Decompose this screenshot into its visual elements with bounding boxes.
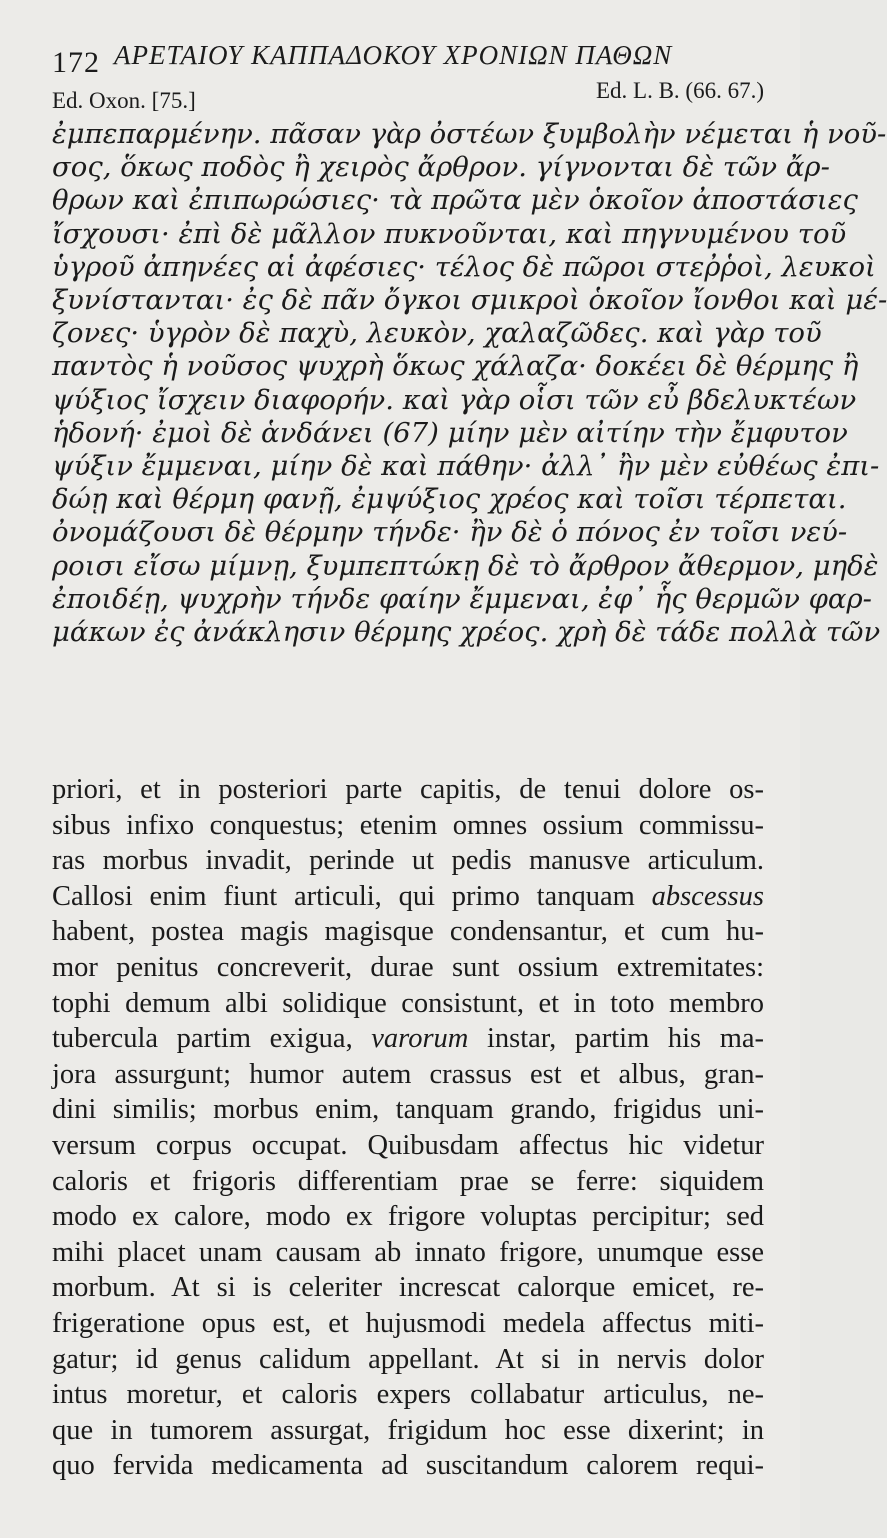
greek-line: ξυνίστανται· ἐς δὲ πᾶν ὄγκοι σμικροὶ ὁκοῖον ἴονθοι καὶ μέ- [52,284,887,317]
latin-line-text: Callosi enim fiunt articuli, qui primo tanquam [52,880,652,912]
latin-line: modo ex calore, modo ex frigore voluptas percipitur; sed [52,1201,764,1233]
latin-line: jora assurgunt; humor autem crassus est et albus, gran- [52,1058,764,1090]
latin-translation-block [52,772,764,1484]
page-number: 172 [52,46,100,79]
greek-text-block [52,118,887,649]
greek-line: ἴσχουσι· ἐπὶ δὲ μᾶλλον πυκνοῦνται, καὶ πηγνυμένου τοῦ [52,217,847,250]
edition-reference-line [52,78,764,122]
greek-line: ψύξιν ἔμμεναι, μίην δὲ καὶ πάθην· ἀλλ᾽ ἢν μὲν εὐθέως ἐπι- [52,450,880,483]
latin-line-with-italic [52,879,764,915]
greek-line: ψύξιος ἴσχειν διαφορήν. καὶ γὰρ οἷσι τῶν εὖ βδελυκτέων [52,383,857,416]
latin-line-text: instar, partim his ma- [468,1023,765,1055]
greek-line: ζονες· ὑγρὸν δὲ παχὺ, λευκὸν, χαλαζῶδες. καὶ γὰρ τοῦ [52,317,822,350]
latin-line: dini similis; morbus enim, tanquam grando, frigidus uni- [52,1094,764,1126]
latin-line: que in tumorem assurgat, frigidum hoc esse dixerint; in [52,1414,764,1446]
latin-line: caloris et frigoris differentiam prae se ferre: siquidem [52,1165,764,1197]
greek-line: σος, ὅκως ποδὸς ἢ χειρὸς ἄρθρον. γίγνονται δὲ τῶν ἄρ- [52,151,830,184]
greek-line: δώῃ καὶ θέρμη φανῇ, ἐμψύξιος χρέος καὶ τοῖσι τέρπεται. [52,483,847,516]
latin-italic-word: abscessus [651,880,764,912]
greek-line: παντὸς ἡ νοῦσος ψυχρὴ ὅκως χάλαζα· δοκέει δὲ θέρμης ἢ [52,350,859,383]
latin-line: frigeratione opus est, et hujusmodi medela affectus miti- [52,1307,764,1339]
latin-italic-word: varorum [371,1023,469,1055]
latin-line-with-italic [52,1021,764,1057]
edition-reference-lb: Ed. L. B. (66. 67.) [595,78,764,103]
edition-reference-oxon: Ed. Oxon. [75.] [52,88,196,113]
greek-line: ἐποιδέῃ, ψυχρὴν τήνδε φαίην ἔμμεναι, ἐφ᾽ ἧς θερμῶν φαρ- [52,582,872,615]
greek-line: μάκων ἐς ἀνάκλησιν θέρμης χρέος. χρὴ δὲ τάδε πολλὰ τῶν [52,616,881,649]
latin-line: quo fervida medicamenta ad suscitandum calorem requi- [52,1450,764,1482]
latin-line: priori, et in posteriori parte capitis, de tenui dolore os- [52,774,764,805]
greek-line: ὀνομάζουσι δὲ θέρμην τήνδε· ἢν δὲ ὁ πόνος ἐν τοῖσι νεύ- [52,516,848,549]
latin-line: versum corpus occupat. Quibusdam affectus hic videtur [52,1129,764,1161]
latin-line: habent, postea magis magisque condensantur, et cum hu- [52,916,764,948]
latin-line: gatur; id genus calidum appellant. At si in nervis dolor [52,1343,764,1375]
running-head [52,40,752,80]
greek-line: ὑγροῦ ἀπηνέες αἱ ἀφέσιες· τέλος δὲ πῶροι στεῤῥοὶ, λευκοὶ [52,250,876,283]
greek-line: ἐμπεπαρμένην. πᾶσαν γὰρ ὀστέων ξυμβολὴν νέμεται ἡ νοῦ- [52,118,887,150]
latin-line: mor penitus concreverit, durae sunt ossium extremitates: [52,951,764,983]
latin-line: sibus infixo conquestus; etenim omnes ossium commissu- [52,809,764,841]
latin-line: tophi demum albi solidique consistunt, et in toto membro [52,987,764,1019]
latin-line: mihi placet unam causam ab innato frigore, unumque esse [52,1236,764,1268]
running-title: ΑΡΕΤΑΙΟΥ ΚΑΠΠΑΔΟΚΟΥ ΧΡΟΝΙΩΝ ΠΑΘΩΝ [114,40,673,70]
latin-line: ras morbus invadit, perinde ut pedis manusve articulum. [52,845,764,877]
greek-line: ἡδονή· ἐμοὶ δὲ ἁνδάνει (67) μίην μὲν αἰτίην τὴν ἔμφυτον [52,416,848,449]
latin-line: intus moretur, et caloris expers collabatur articulus, ne- [52,1379,764,1411]
greek-line: ροισι εἴσω μίμνῃ, ξυμπεπτώκῃ δὲ τὸ ἄρθρον ἄθερμον, μηδὲ [52,549,879,582]
latin-line: morbum. At si is celeriter increscat calorque emicet, re- [52,1272,764,1304]
greek-line: θρων καὶ ἐπιπωρώσιες· τὰ πρῶτα μὲν ὁκοῖον ἀποστάσιες [52,184,858,217]
latin-line-text: tubercula partim exigua, [52,1023,372,1055]
